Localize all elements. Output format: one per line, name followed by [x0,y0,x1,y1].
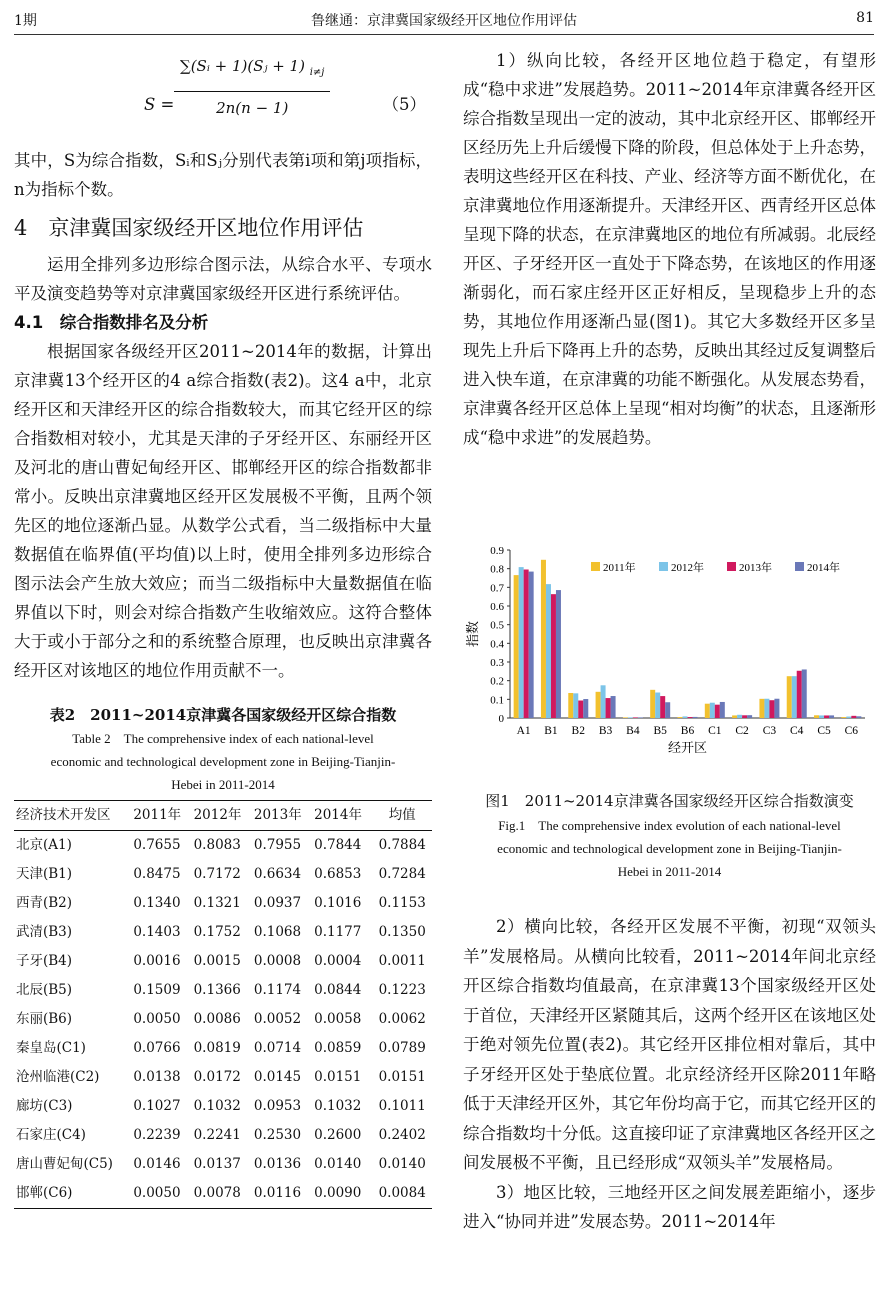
table-cell: 0.0937 [253,895,302,911]
bar-C1-2012年 [710,703,715,718]
table-cell: 0.7284 [378,866,426,882]
table-cell: 0.1403 [133,924,181,940]
table-cell: 0.1153 [378,895,426,911]
bar-C2-2011年 [732,715,737,718]
table-cell: 0.1350 [378,924,426,940]
table-cell: 0.0138 [133,1069,181,1085]
bar-C2-2013年 [742,715,747,718]
x-tick-label: B2 [571,725,585,737]
bar-C5-2011年 [814,715,819,718]
table-cell: 0.0137 [193,1156,241,1172]
bar-B5-2014年 [665,702,670,718]
bar-B4-2011年 [623,717,628,718]
table-cell: 0.1032 [193,1098,241,1114]
bar-C5-2013年 [824,715,829,718]
y-tick-label: 0.5 [490,619,504,632]
table-cell: 0.0062 [378,1011,426,1027]
table-cell: 0.2402 [378,1127,426,1143]
table-cell: 石家庄(C4) [16,1127,86,1143]
table-row [14,1005,432,1034]
table-cell: 0.0015 [193,953,241,969]
table-cell: 0.7655 [133,837,181,853]
table-row [14,860,432,889]
table-cell: 0.0151 [314,1069,362,1085]
x-tick-label: C3 [762,725,777,737]
right-column [463,46,876,452]
bar-B5-2011年 [650,690,655,718]
table-row [14,831,432,861]
table-row [14,1034,432,1063]
running-title: 鲁继通：京津冀国家级经开区地位作用评估 [311,13,577,29]
bar-B3-2014年 [611,696,616,718]
bar-chart [463,540,876,770]
bar-B2-2013年 [578,701,583,718]
bar-B3-2012年 [601,685,606,718]
bar-C3-2014年 [774,699,779,718]
y-tick-label: 0.6 [490,601,504,613]
table-cell: 0.0844 [314,982,362,998]
legend-swatch [659,562,668,571]
table-cell: 0.2241 [193,1127,241,1143]
table-cell: 0.0145 [253,1069,302,1085]
x-tick-label: C2 [735,725,749,737]
table-cell: 0.0058 [314,1011,362,1027]
table-cell: 武清(B3) [16,924,73,940]
table-cell: 0.1027 [133,1098,181,1114]
table-header-cell: 2013年 [253,807,302,823]
y-tick-label: 0.9 [490,545,504,557]
table-cell: 0.1340 [133,895,181,911]
table-cell: 0.0714 [253,1040,302,1056]
bar-B1-2014年 [556,590,561,718]
bar-B2-2014年 [583,699,588,718]
figure-caption [463,788,876,883]
table-row [14,918,432,947]
table-cell: 0.0090 [314,1185,362,1201]
table-row [14,1179,432,1209]
bar-A1-2011年 [514,575,519,718]
table-cell: 0.0050 [133,1185,181,1201]
table-cell: 东丽(B6) [16,1011,73,1027]
table-caption: 表2 2011~2014京津冀各国家级经开区综合指数 [49,706,397,724]
table-cell: 0.1509 [133,982,181,998]
bar-C2-2014年 [747,715,752,718]
equation-numerator: ∑(Sᵢ + 1)(Sⱼ + 1) $_{i\ne j}$ [174,52,330,92]
issue-number: 1期 [14,13,37,29]
bar-C1-2011年 [705,704,710,718]
equation-number: （5） [382,95,426,114]
table-cell: 0.0766 [133,1040,181,1056]
table-cell: 0.0078 [193,1185,241,1201]
table-header-row [14,801,432,831]
bar-B4-2012年 [628,717,633,718]
table-caption-en: Table 2 The comprehensive index of each national-level economic and technological development zone in Beijing-Tianjin- Hebei in 2011-2014 [50,731,396,792]
y-tick-label: 0.7 [490,582,504,595]
table-row [14,1150,432,1179]
table-cell: 0.8475 [133,866,181,882]
table-cell: 0.0789 [378,1040,426,1056]
table-cell: 0.1321 [193,895,241,911]
y-tick-label: 0.3 [490,657,504,669]
table-cell: 0.0819 [193,1040,241,1056]
table-cell: 0.1068 [253,924,302,940]
legend-label: 2012年 [671,562,704,574]
section-heading: 4 京津冀国家级经开区地位作用评估 [14,216,364,240]
bar-C4-2013年 [797,671,802,718]
table-cell: 邯郸(C6) [16,1185,73,1201]
table-cell: 秦皇岛(C1) [16,1040,86,1056]
bar-B2-2012年 [573,693,578,718]
table-cell: 唐山曹妃甸(C5) [16,1156,113,1172]
table-header-cell: 2014年 [314,807,362,823]
subsection-heading: 4.1 综合指数排名及分析 [14,313,209,332]
table-cell: 0.2600 [314,1127,362,1143]
paragraph: 1）纵向比较，各经开区地位趋于稳定，有望形成“稳中求进”发展趋势。2011~2014年京津冀各经开区综合指数呈现出一定的波动，其中北京经开区、邯郸经开区经历先上升后缓慢下降的阶段，但总体处于上升态势，表明这些经开区在科技、产业、经济等方面不断优化，在京津冀地位作用逐渐提升。天津经开区、西青经开区总体呈现下降的状态，在京津冀地区的地位有所减弱。北辰经开区、子牙经开区一直处于下降态势，在该地区的作用逐渐弱化，而石家庄经开区正好相反，呈现稳步上升的态势，其地位作用逐渐凸显(图1)。其它大多数经开区多呈现先上升后下降再上升的态势，反映出其经过反复调整后进入快车道，在京津冀的功能不断强化。从发展态势看，京津冀各经开区总体上呈现“相对均衡”的状态，且逐渐形成“稳中求进”的发展趋势。 [463,51,876,447]
x-tick-label: B6 [680,725,695,737]
left-column [14,46,432,1209]
table-cell: 0.7884 [378,837,426,853]
table-cell: 0.0084 [378,1185,426,1201]
table-header-cell: 均值 [388,807,416,823]
table-cell: 0.1032 [314,1098,362,1114]
table-cell: 0.8083 [193,837,241,853]
table-header-cell: 2011年 [133,807,182,823]
table-cell: 0.1366 [193,982,241,998]
table-row [14,889,432,918]
bar-C1-2013年 [715,705,720,718]
x-tick-label: C6 [844,725,859,737]
bar-C2-2012年 [737,715,742,718]
bar-C6-2011年 [841,717,846,718]
table-cell: 沧州临港(C2) [16,1069,100,1085]
bar-A1-2014年 [529,572,534,718]
table-cell: 0.7955 [253,837,302,853]
bar-C4-2012年 [792,676,797,718]
table-cell: 0.0050 [133,1011,181,1027]
table-cell: 0.0016 [133,953,181,969]
table-cell: 北辰(B5) [16,982,73,998]
legend-swatch [795,562,804,571]
bar-B1-2013年 [551,594,556,718]
bar-C5-2012年 [819,715,824,718]
table-cell: 0.0004 [314,953,362,969]
table-cell: 0.0859 [314,1040,362,1056]
table-cell: 0.0011 [378,953,426,969]
running-header [14,10,874,35]
table-row [14,947,432,976]
paragraph: 2）横向比较，各经开区发展不平衡，初现“双领头羊”发展格局。从横向比较看，2011~2014年间北京经开区综合指数均值最高，在京津冀13个国家级经开区处于首位，天津经开区紧随其后，这两个经开区在该地区处于绝对领先位置(表2)。其它经开区排位相对靠后，其中子牙经开区处于垫底位置。北京经济经开区除2011年略低于天津经开区外，其它年份均高于它，而其它经开区的综合指数均十分低。这直接印证了京津冀地区各经开区之间发展极不平衡，且已经形成“双领头羊”发展格局。 [463,917,876,1172]
figure-caption-en: Fig.1 The comprehensive index evolution of each national-level economic and technological development zone in Beijing-Tianjin- Hebei in 2011-2014 [497,818,842,879]
paragraph: 其中，S为综合指数，Sᵢ和Sⱼ分别代表第i项和第j项指标，n为指标个数。 [14,151,432,199]
table-cell: 0.0008 [253,953,302,969]
legend-swatch [727,562,736,571]
x-tick-label: A1 [516,725,531,737]
y-tick-label: 0.2 [490,675,504,688]
legend-label: 2011年 [603,562,636,574]
table-cell: 0.0151 [378,1069,426,1085]
table-cell: 0.0140 [314,1156,362,1172]
bar-B4-2013年 [633,717,638,718]
figure-caption-zh: 图1 2011~2014京津冀各国家级经开区综合指数演变 [485,792,854,810]
table-row [14,976,432,1005]
table-cell: 0.0086 [193,1011,241,1027]
table-cell: 0.1177 [314,924,362,940]
index-table [14,800,432,1209]
table-header-cell: 经济技术开发区 [16,807,111,823]
bar-B6-2014年 [693,717,698,718]
bar-B1-2012年 [546,584,551,718]
bar-C4-2011年 [787,676,792,718]
x-tick-label: C5 [817,725,831,737]
x-tick-label: B1 [544,725,558,737]
table-cell: 北京(A1) [16,837,72,853]
bar-C1-2014年 [720,702,725,718]
legend-swatch [591,562,600,571]
x-tick-label: B5 [653,725,667,737]
bar-B5-2013年 [660,696,665,718]
table-cell: 0.1174 [253,982,302,998]
table-cell: 0.0172 [193,1069,241,1085]
table-cell: 天津(B1) [16,866,73,882]
bar-B4-2014年 [638,717,643,718]
y-tick-label: 0.1 [490,694,504,707]
bar-B2-2011年 [568,693,573,718]
paragraph: 运用全排列多边形综合图示法，从综合水平、专项水平及演变趋势等对京津冀国家级经开区进行系统评估。 [14,255,432,303]
table-cell: 西青(B2) [16,895,73,911]
bar-B6-2012年 [683,716,688,718]
bar-B3-2013年 [606,698,611,718]
y-tick-label: 0.8 [490,563,504,576]
right-column-lower [463,912,876,1237]
x-tick-label: B3 [598,725,613,737]
table-header-cell: 2012年 [193,807,242,823]
page-number: 81 [856,10,874,26]
equation-fraction [174,52,330,123]
bar-C6-2013年 [851,716,856,718]
table-cell: 0.0116 [253,1185,302,1201]
table-cell: 0.1752 [193,924,241,940]
x-tick-label: C4 [790,725,804,737]
table-cell: 0.0140 [378,1156,426,1172]
bar-C3-2011年 [759,699,764,718]
table-cell: 0.7172 [193,866,241,882]
table-cell: 廊坊(C3) [16,1098,73,1114]
paragraph: 根据国家各级经开区2011~2014年的数据，计算出京津冀13个经开区的4 a综合指数(表2)。这4 a中，北京经开区和天津经开区的综合指数较大，而其它经开区的综合指数相对较小，尤其是天津的子牙经开区、东丽经开区及河北的唐山曹妃甸经开区、邯郸经开区的综合指数都非常小。反映出京津冀地区经开区发展极不平衡，且两个领先区的地位逐渐凸显。从数学公式看，当二级指标中大量数据值在临界值(平均值)以上时，使用全排列多边形综合图示法会产生放大效应；而当二级指标中大量数据值在临界值以下时，则会对综合指数产生收缩效应。这符合整体大于或小于部分之和的系统整合原理，也反映出京津冀各经开区对该地区的地位作用贡献不一。 [14,342,432,680]
bar-B1-2011年 [541,560,546,718]
bar-A1-2012年 [519,567,524,718]
table-cell: 0.1016 [314,895,362,911]
table-cell: 0.2530 [253,1127,302,1143]
equation-denominator: 2n(n − 1) [216,99,289,117]
x-axis-title: 经开区 [667,741,708,756]
table-cell: 0.7844 [314,837,362,853]
table-cell: 0.2239 [133,1127,181,1143]
bar-C3-2013年 [769,700,774,718]
table-body [14,831,432,1209]
table-cell: 0.6634 [253,866,302,882]
bar-B6-2011年 [678,717,683,718]
bar-B3-2011年 [596,692,601,718]
table-cell: 子牙(B4) [16,953,73,969]
paragraph: 3）地区比较，三地经开区之间发展差距缩小，逐步进入“协同并进”发展态势。2011~2014年 [463,1182,876,1231]
equation-lhs: S = [144,95,175,114]
table-cell: 0.0052 [253,1011,302,1027]
legend-label: 2013年 [739,562,772,574]
x-tick-label: C1 [708,725,722,737]
x-tick-label: B4 [626,725,640,737]
bar-B6-2013年 [688,717,693,718]
equation-5 [14,46,432,146]
legend-label: 2014年 [807,562,840,574]
bar-C6-2014年 [856,716,861,718]
table-cell: 0.0146 [133,1156,181,1172]
table-row [14,1063,432,1092]
bar-C3-2012年 [764,699,769,718]
table-cell: 0.1011 [378,1098,426,1114]
bar-C4-2014年 [802,669,807,718]
table-cell: 0.1223 [378,982,426,998]
bar-C6-2012年 [846,717,851,718]
bar-A1-2013年 [524,570,529,718]
y-tick-label: 0 [498,713,504,725]
table-row [14,1092,432,1121]
table-row [14,1121,432,1150]
bar-C5-2014年 [829,715,834,718]
y-axis-title: 指数 [466,620,481,648]
bar-B5-2012年 [655,693,660,718]
table-cell: 0.6853 [314,866,362,882]
y-tick-label: 0.4 [490,638,504,651]
table-cell: 0.0953 [253,1098,302,1114]
table-cell: 0.0136 [253,1156,302,1172]
